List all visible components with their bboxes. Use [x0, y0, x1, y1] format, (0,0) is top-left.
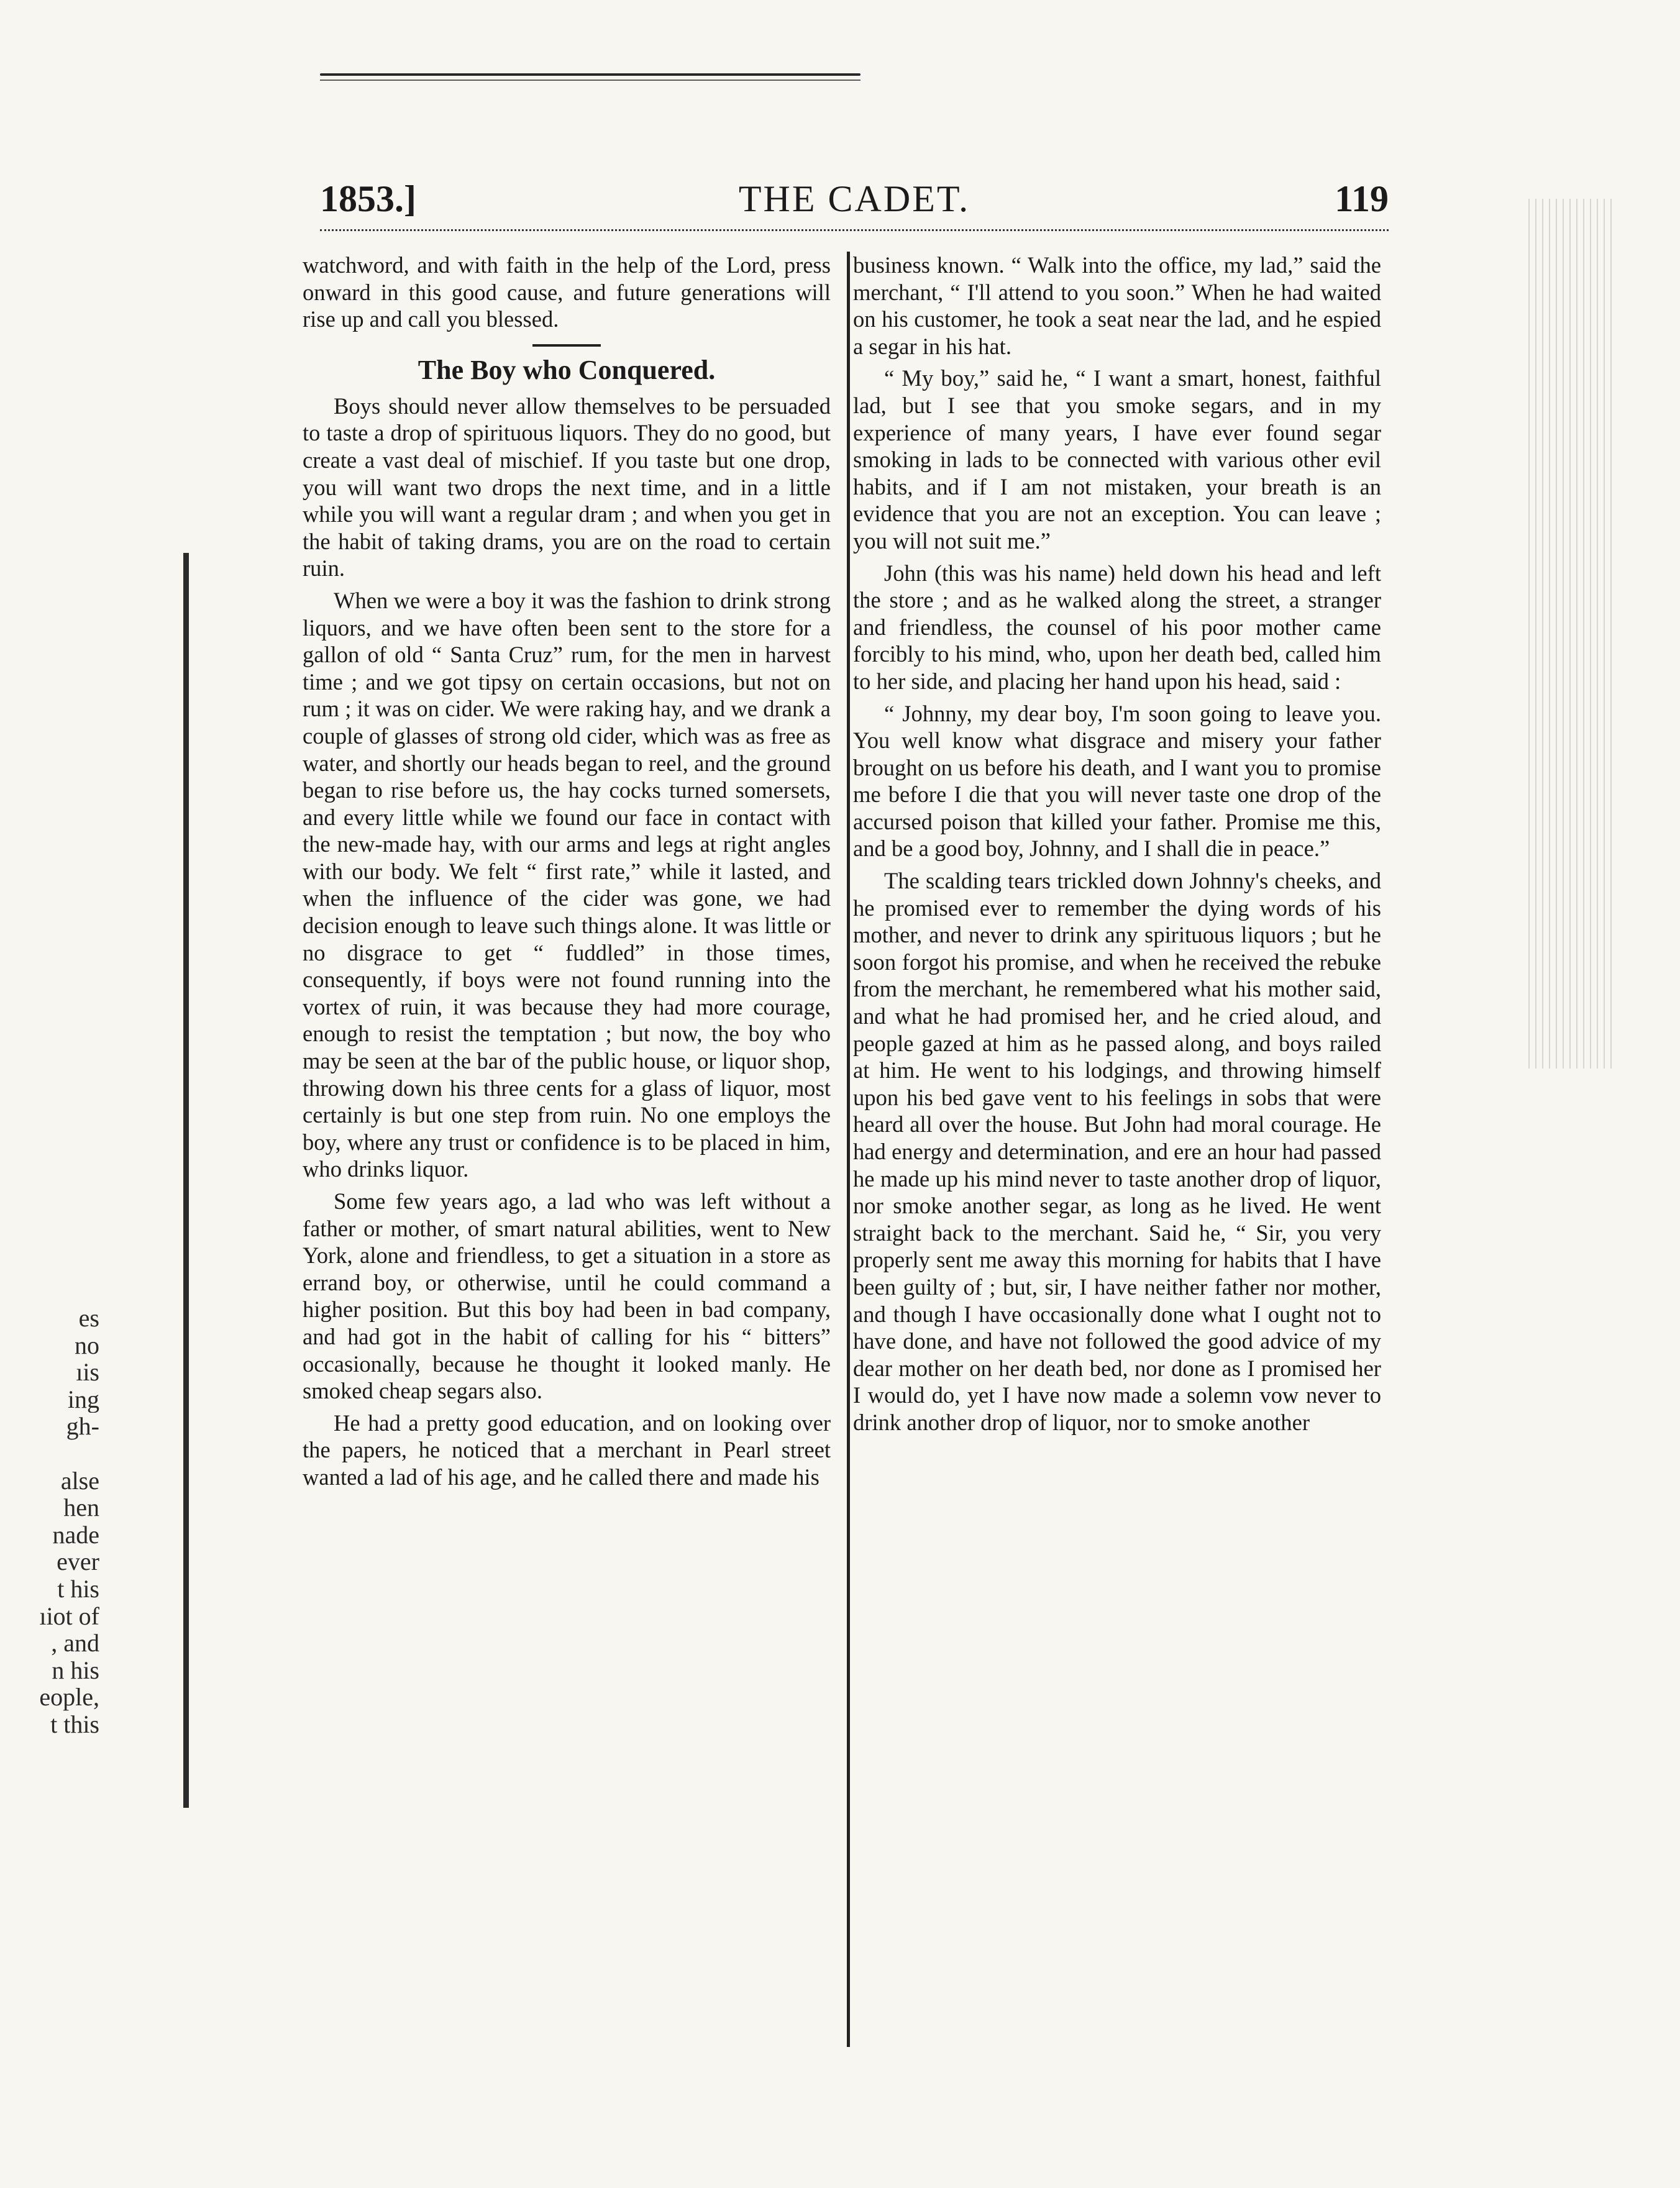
body-paragraph: “ Johnny, my dear boy, I'm soon going to leave you. You well know what disgrace and misery your father brought on us before his death, and I want you to promise me before I die that you will never taste one drop of the accursed poison that killed your father. Promise me this, and be a good boy, Johnny, and I shall die in peace.”: [853, 700, 1381, 862]
header-title: THE CADET.: [738, 178, 970, 219]
fragment-line: alse: [60, 1467, 99, 1495]
body-paragraph: When we were a boy it was the fashion to drink strong liquors, and we have often been sent to the store for a gallon of old “ Santa Cruz” rum, for the men in harvest time ; and we got tipsy on certain occasions, but not on rum ; it was on cider. We were raking hay, and we drank a couple of glasses of strong old cider, which was as free as water, and shortly our heads began to reel, and the ground began to rise before us, the hay cocks turned somersets, and every little while we found our face in contact with the new-made hay, with our arms and legs at right angles with our body. We felt “ first rate,” while it lasted, and when the influence of the cider was gone, we had decision enough to leave such things alone. It was little or no disgrace to get “ fuddled” in those times, consequently, if boys were not found running into the vortex of ruin, it was because they had more courage, enough to resist the temptation ; but now, the boy who may be seen at the bar of the public house, or liquor shop, throwing down his three cents for a glass of liquor, most certainly is but one step from ruin. No one employs the boy, where any trust or confidence is to be placed in him, who drinks liquor.: [303, 587, 831, 1182]
fragment-line: ıiot of: [39, 1602, 99, 1630]
header-rule: [320, 229, 1389, 231]
body-paragraph: John (this was his name) held down his head and left the store ; and as he walked along the street, a stranger and friendless, the counsel of his poor mother came forcibly to his mind, who, upon her death bed, called him to her side, and placing her hand upon his head, said :: [853, 560, 1381, 694]
fragment-line: es: [78, 1305, 99, 1332]
continuation-paragraph: business known. “ Walk into the office, my lad,” said the merchant, “ I'll attend to you soon.” When he had waited on his customer, he took a seat near the lad, and he espied a segar in his hat.: [853, 252, 1381, 359]
body-paragraph: The scalding tears trickled down Johnny's cheeks, and he promised ever to remember the dying words of his mother, and never to drink any spirituous liquors ; but he soon forgot his promise, and when he received the rebuke from the merchant, he remembered what his mother said, and what he had promised her, and he cried aloud, and people gazed at him as he passed along, and boys railed at him. He went to his lodgings, and throwing himself upon his bed gave vent to his feelings in sobs that were heard all over the house. But John had moral courage. He had energy and determination, and ere an hour had passed he made up his mind never to taste another drop of liquor, nor smoke another segar, as long as he lived. He went straight back to the merchant. Said he, “ Sir, you very properly sent me away this morning for habits that I have been guilty of ; but, sir, I have neither father nor mother, and though I have occasionally done what I ought not to have done, and have not followed the good advice of my dear mother on her death bed, nor done as I promised her I would do, yet I have now made a solemn vow never to drink another drop of liquor, nor to smoke another: [853, 868, 1381, 1435]
fragment-line: n his: [52, 1656, 99, 1684]
body-paragraph: Boys should never allow themselves to be persuaded to taste a drop of spirituous liquors. They do no good, but create a vast deal of mischief. If you taste but one drop, you will want two drops the next time, and in a little while you will want a regular dram ; and when you get in the habit of taking drams, you are on the road to certain ruin.: [303, 393, 831, 581]
fragment-line: [0, 1440, 99, 1467]
column-divider: [847, 252, 850, 2047]
top-edge-rule-secondary: [320, 80, 861, 81]
body-paragraph: “ My boy,” said he, “ I want a smart, honest, faithful lad, but I see that you smoke segars, and in my experience of many years, I have ever found segar smoking in lads to be connected with various other evil habits, and if I am not mistaken, your breath is an evidence that you are not an exception. You can leave ; you will not suit me.”: [853, 365, 1381, 554]
fragment-line: ing: [67, 1385, 99, 1413]
facing-page-fragments: [0, 1305, 99, 1738]
fragment-line: gh-: [66, 1413, 99, 1440]
fragment-line: ever: [57, 1548, 99, 1575]
section-separator: [532, 344, 601, 347]
fragment-line: t his: [57, 1575, 99, 1603]
fragment-line: , and: [51, 1630, 99, 1657]
fragment-line: nade: [52, 1521, 99, 1549]
top-edge-rule: [320, 73, 861, 76]
header-page-number: 119: [1335, 178, 1389, 219]
running-header: [320, 177, 1389, 233]
binding-margin-bar: [183, 553, 189, 1808]
fragment-line: eople,: [39, 1684, 99, 1711]
left-column: [303, 252, 831, 2050]
fragment-line: hen: [63, 1494, 99, 1521]
continuation-paragraph: watchword, and with faith in the help of the Lord, press onward in this good cause, and future generations will rise up and call you blessed.: [303, 252, 831, 332]
fragment-line: ıis: [76, 1359, 99, 1386]
fragment-line: no: [75, 1331, 99, 1359]
fragment-line: t this: [50, 1710, 99, 1738]
scan-edge-artifact: [1528, 199, 1615, 1069]
article-title: The Boy who Conquered.: [418, 354, 716, 385]
body-paragraph: Some few years ago, a lad who was left without a father or mother, of smart natural abilities, went to New York, alone and friendless, to get a situation in a store as errand boy, or otherwise, until he could command a higher position. But this boy had been in bad company, and had got in the habit of calling for his “ bitters” occasionally, because he thought it looked manly. He smoked cheap segars also.: [303, 1188, 831, 1404]
body-paragraph: He had a pretty good education, and on looking over the papers, he noticed that a merchant in Pearl street wanted a lad of his age, and he called there and made his: [303, 1410, 831, 1490]
header-year: 1853.]: [320, 178, 416, 219]
right-column: [853, 252, 1381, 2050]
